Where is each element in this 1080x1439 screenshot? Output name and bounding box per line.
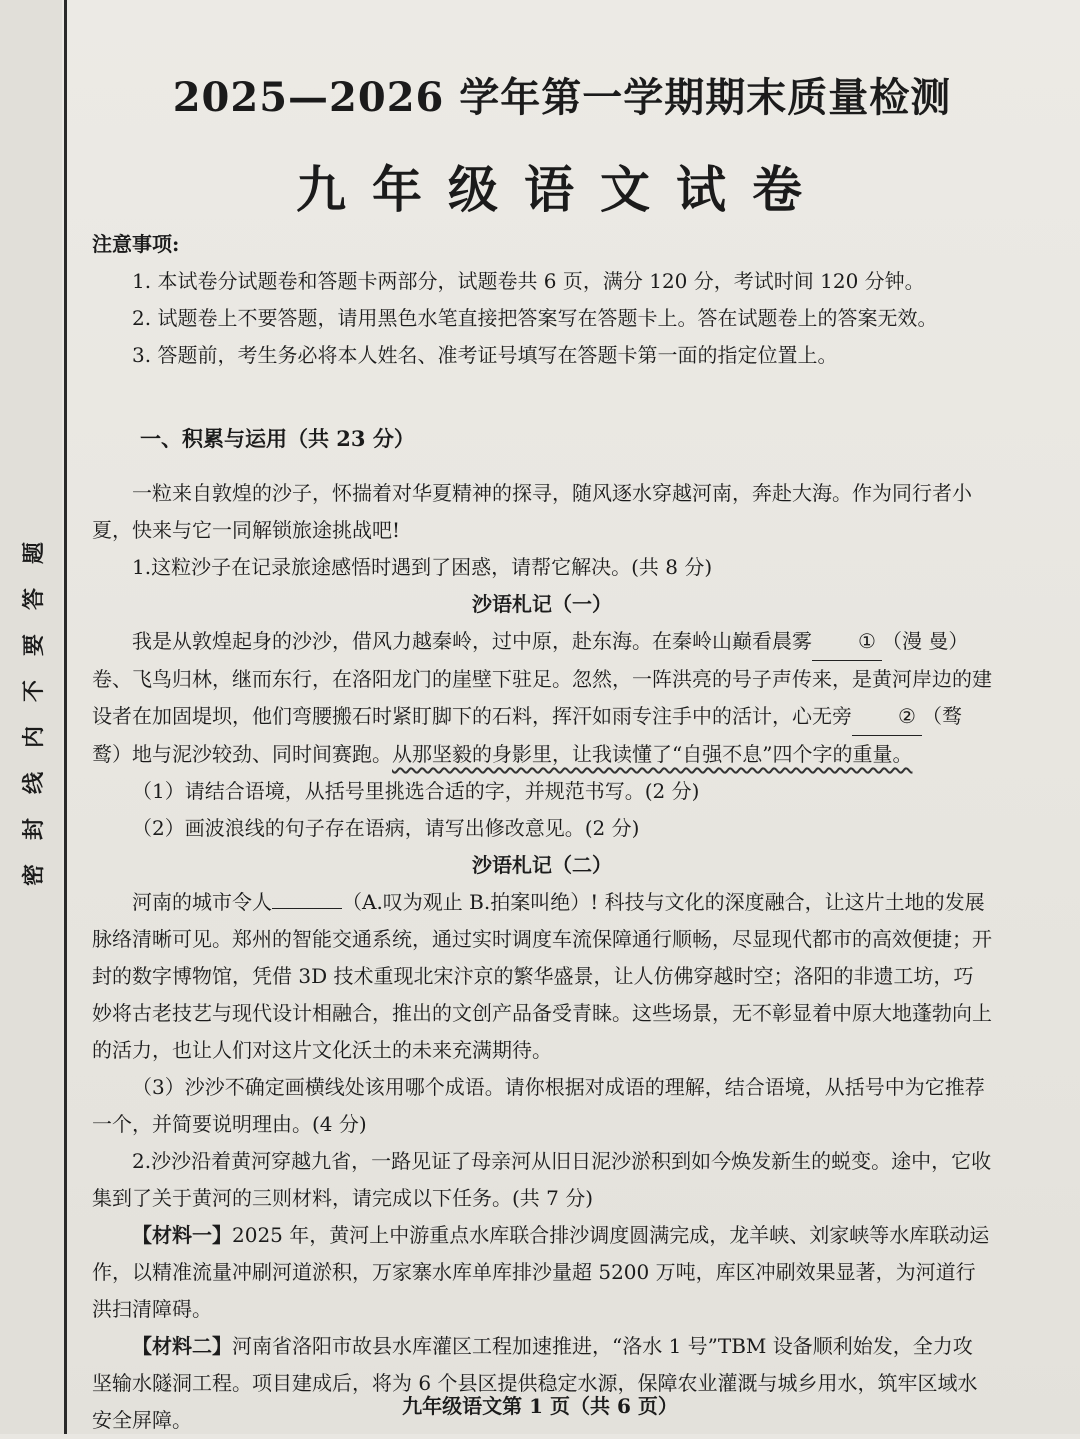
- notice-item: 2. 试题卷上不要答题，请用黑色水笔直接把答案写在答题卡上。答在试题卷上的答案无效。: [132, 306, 938, 330]
- notice-heading: 注意事项:: [92, 232, 180, 256]
- note-title: 沙语札记（二）: [472, 853, 612, 877]
- note-text: 河南的城市令人: [132, 890, 272, 914]
- question-2: 2.沙沙沿着黄河穿越九省，一路见证了母亲河从旧日泥沙淤积到如今焕发新生的蜕变。途中，它收集到了关于黄河的三则材料，请完成以下任务。(共 7 分): [92, 1149, 992, 1210]
- notice-item: 1. 本试卷分试题卷和答题卡两部分，试题卷共 6 页，满分 120 分，考试时间 120 分钟。: [132, 269, 925, 293]
- binding-char: 题: [20, 541, 47, 565]
- answer-blank: ②: [852, 698, 922, 736]
- binding-char: 密: [20, 863, 47, 887]
- notice-item: 3. 答题前，考生务必将本人姓名、准考证号填写在答题卡第一面的指定位置上。: [132, 343, 838, 367]
- answer-blank: ①: [812, 623, 882, 661]
- binding-char: 答: [20, 587, 47, 611]
- note-title: 沙语札记（一）: [472, 592, 612, 616]
- section-heading: 一、积累与运用（共 23 分）: [140, 426, 415, 451]
- binding-warning: [18, 530, 50, 898]
- note-paragraph: [92, 884, 992, 1069]
- question-1: 1.这粒沙子在记录旅途感悟时遇到了困惑，请帮它解决。(共 8 分): [132, 555, 713, 579]
- binding-char: 内: [20, 725, 47, 749]
- section-intro: 一粒来自敦煌的沙子，怀揣着对华夏精神的探寻，随风逐水穿越河南，奔赴大海。作为同行者小夏，快来与它一同解锁旅途挑战吧!: [92, 481, 972, 542]
- answer-blank: [272, 908, 342, 909]
- exam-title: 2025—2026 学年第一学期期末质量检测: [172, 74, 952, 121]
- material-label: 【材料二】: [132, 1334, 232, 1358]
- sub-question: （3）沙沙不确定画横线处该用哪个成语。请你根据对成语的理解，结合语境，从括号中为它推荐一个，并简要说明理由。(4 分): [92, 1075, 985, 1136]
- note-text: （漫 曼）卷、飞鸟归林，继而东行，在洛阳龙门的崖壁下驻足。忽然，一阵洪亮的号子声传来，是黄河岸边的建设者在加固堤坝，他们弯腰搬石时紧盯脚下的石料，挥汗如雨专注手中的活计，心无旁: [92, 629, 992, 728]
- note-text: 我是从敦煌起身的沙沙，借风力越秦岭，过中原，赴东海。在秦岭山巅看晨雾: [132, 629, 812, 653]
- sub-question: （2）画波浪线的句子存在语病，请写出修改意见。(2 分): [132, 816, 640, 840]
- note-text: （A.叹为观止 B.拍案叫绝）! 科技与文化的深度融合，让这片土地的发展脉络清晰可见。郑州的智能交通系统，通过实时调度车流保障通行顺畅，尽显现代都市的高效便捷；开封的数字博物馆，凭借 3D 技术重现北宋汴京的繁华盛景，让人仿佛穿越时空；洛阳的非遗工坊，巧妙将古老技艺与现代设计相融合，推出的文创产品备受青睐。这些场景，无不彰显着中原大地蓬勃向上的活力，也让人们对这片文化沃土的未来充满期待。: [92, 890, 992, 1062]
- material-2: [92, 1328, 992, 1439]
- page-footer: 九年级语文第 1 页（共 6 页）: [402, 1394, 678, 1418]
- binding-char: 不: [20, 679, 47, 703]
- note-text: （骛 鹜）地与泥沙较劲、同时间赛跑。: [92, 704, 982, 766]
- material-text: 2025 年，黄河上中游重点水库联合排沙调度圆满完成，龙羊峡、刘家峡等水库联动运作，以精准流量冲刷河道淤积，万家寨水库单库排沙量超 5200 万吨，库区冲刷效果显著，为河道行洪扫清障碍。: [92, 1223, 990, 1321]
- note-paragraph: [92, 623, 992, 773]
- subject-title: 九年级语文试卷: [296, 160, 828, 219]
- sub-question: （1）请结合语境，从括号里挑选合适的字，并规范书写。(2 分): [132, 779, 700, 803]
- material-1: [92, 1217, 992, 1328]
- material-text: 河南省洛阳市故县水库灌区工程加速推进，“洛水 1 号”TBM 设备顺利始发，全力攻坚输水隧洞工程。项目建成后，将为 6 个县区提供稳定水源，保障农业灌溉与城乡用水，筑牢区域水安全屏障。: [92, 1334, 978, 1432]
- binding-char: 封: [20, 817, 47, 841]
- wavy-sentence: 从那坚毅的身影里，让我读懂了“自强不息”四个字的重量。: [392, 742, 913, 766]
- binding-char: 线: [20, 771, 47, 795]
- section-one: [92, 420, 992, 1439]
- binding-char: 要: [20, 633, 47, 657]
- notice-section: [92, 226, 992, 374]
- material-label: 【材料一】: [132, 1223, 232, 1247]
- binding-line: [64, 0, 67, 1434]
